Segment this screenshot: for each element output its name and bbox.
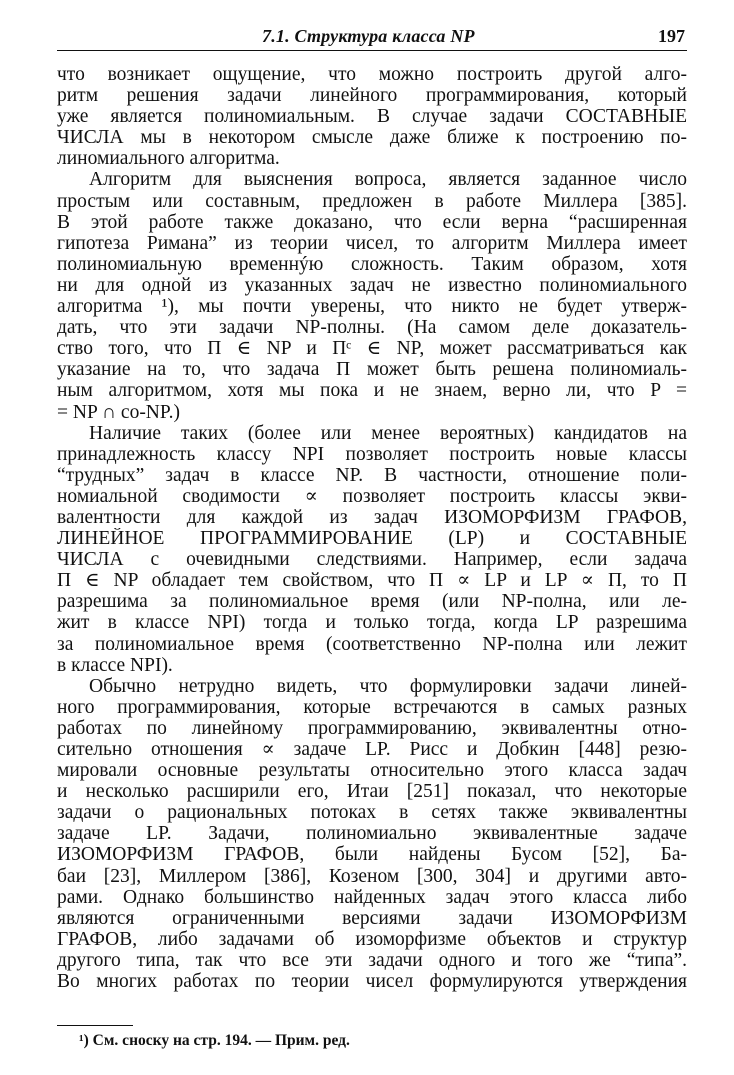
text-line: ни для одной из указанных задач не известно полиномиального [57,274,687,296]
text-line: что возникает ощущение, что можно построить другой алго- [57,64,687,85]
text-line: ЧИСЛА с очевидными следствиями. Например, если задача [57,549,687,571]
text-line: алгоритма ¹), мы почти уверены, что никто не будет утверж- [57,296,687,318]
text-line: мировали основные результаты относительно этого класса задач [57,760,687,782]
text-line: задаче LP. Задачи, полиномиально эквивалентные задаче [57,823,687,845]
footnote-rule [57,1025,133,1026]
text-line: ИЗОМОРФИЗМ ГРАФОВ, были найдены Бусом [52], Ба- [57,844,687,866]
page-number: 197 [658,26,685,46]
text-line: работах по линейному программированию, эквивалентны отно- [57,717,687,739]
text-line: Π ∈ NP обладает тем свойством, что Π ∝ LP и LP ∝ Π, то Π [57,570,687,592]
text-line: задачи о рациональных потоках в сетях также эквивалентны [57,802,687,824]
text-line: ство того, что Π ∈ NP и Πᶜ ∈ NP, может рассматриваться как [57,338,687,360]
text-line: баи [23], Миллером [386], Козеном [300, 304] и другими авто- [57,865,687,887]
text-line: ЛИНЕЙНОЕ ПРОГРАММИРОВАНИЕ (LP) и СОСТАВНЫЕ [57,528,687,550]
text-line: номиальной сводимости ∝ позволяет построить классы экви- [57,485,687,507]
book-page [57,20,687,1060]
text-line: ГРАФОВ, либо задачами об изоморфизме объектов и структур [57,928,687,950]
text-line: линомиального алгоритма. [57,148,280,170]
text-line: ного программирования, которые встречаются в самых разных [57,696,687,718]
section-title: 7.1. Структура класса NP [262,26,475,46]
text-line: гипотеза Римана” из теории чисел, то алгоритм Миллера имеет [57,232,687,254]
text-line: ЧИСЛА мы в некотором смысле даже ближе к построению по- [57,127,687,149]
text-line: В этой работе также доказано, что если верна “расширенная [57,211,687,233]
text-line: ритм решения задачи линейного программирования, который [57,85,687,107]
text-line: простым или составным, предложен в работе Миллера [385]. [57,190,687,212]
text-line: уже является полиномиальным. В случае задачи СОСТАВНЫЕ [57,106,687,128]
text-line: принадлежность классу NPI позволяет построить новые классы [57,443,687,465]
text-line: дать, что эти задачи NP-полны. (На самом деле доказатель- [57,317,687,339]
text-line: разрешима за полиномиальное время (или NP-полна, или ле- [57,591,687,613]
footnote: ¹) См. сноску на стр. 194. — Прим. ред. [79,1032,350,1049]
text-line: рами. Однако большинство найденных задач этого класса либо [57,886,687,908]
text-line: являются ограниченными версиями задачи ИЗОМОРФИЗМ [57,907,687,929]
text-line: жит в классе NPI) тогда и только тогда, когда LP разрешима [57,612,687,634]
text-line: в классе NPI). [57,654,173,676]
text-line: другого типа, так что все эти задачи одного и того же “типа”. [57,949,687,971]
text-line: Алгоритм для выяснения вопроса, является заданное число [89,169,687,191]
text-line: сительно отношения ∝ задаче LP. Рисс и Добкин [448] резю- [57,739,687,760]
text-line: Наличие таких (более или менее вероятных) кандидатов на [89,422,687,444]
running-head [57,20,687,51]
text-line: полиномиальную временнýю сложность. Таким образом, хотя [57,253,687,275]
text-line: валентности для каждой из задач ИЗОМОРФИЗМ ГРАФОВ, [57,506,687,528]
text-line: и несколько расширили его, Итаи [251] показал, что некоторые [57,781,687,803]
text-line: указание на то, что задача Π может быть решена полиномиаль- [57,359,687,381]
text-line: Обычно нетрудно видеть, что формулировки задачи линей- [89,675,687,697]
text-line: Во многих работах по теории чисел формулируются утверждения [57,971,687,993]
text-line: = NP ∩ co-NP.) [57,401,180,423]
text-line: “трудных” задач в классе NP. В частности, отношение поли- [57,464,687,486]
body-text [57,64,687,992]
text-line: ным алгоритмом, хотя мы пока и не знаем, верно ли, что P = [57,380,687,402]
text-line: за полиномиальное время (соответственно NP-полна или лежит [57,633,687,655]
